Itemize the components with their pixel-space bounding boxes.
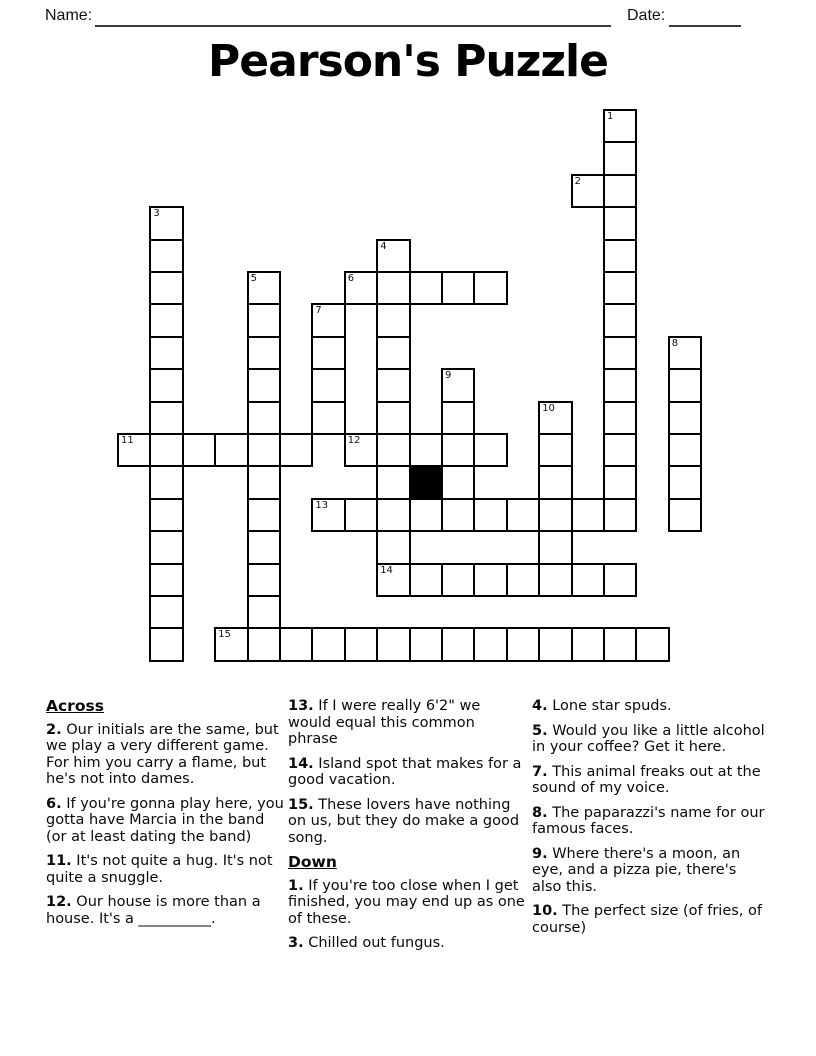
grid-cell[interactable] bbox=[409, 498, 443, 532]
grid-cell-6[interactable] bbox=[344, 271, 378, 305]
grid-cell[interactable] bbox=[376, 465, 410, 499]
grid-cell[interactable] bbox=[538, 498, 572, 532]
cell-number: 3 bbox=[153, 208, 160, 220]
cell-number: 2 bbox=[574, 175, 581, 187]
grid-cell[interactable] bbox=[376, 627, 410, 661]
grid-cell[interactable] bbox=[247, 595, 281, 629]
grid-cell[interactable] bbox=[506, 627, 540, 661]
grid-cell[interactable] bbox=[409, 563, 443, 597]
grid-cell[interactable] bbox=[149, 563, 183, 597]
grid-cell[interactable] bbox=[376, 401, 410, 435]
clue-8: 8. The paparazzi's name for our famous faces. bbox=[532, 804, 765, 838]
clue-number: 8. bbox=[532, 804, 548, 821]
clue-column-1 bbox=[46, 698, 288, 935]
cell-number: 4 bbox=[380, 240, 387, 252]
grid-cell[interactable] bbox=[603, 303, 637, 337]
puzzle-title: Pearson's Puzzle bbox=[208, 36, 608, 87]
grid-cell-15[interactable] bbox=[214, 627, 248, 661]
grid-cell-10[interactable] bbox=[538, 401, 572, 435]
grid-cell[interactable] bbox=[668, 401, 702, 435]
grid-cell[interactable] bbox=[149, 498, 183, 532]
clue-number: 6. bbox=[46, 795, 62, 812]
grid-cell[interactable] bbox=[668, 498, 702, 532]
grid-cell[interactable] bbox=[668, 433, 702, 467]
grid-cell-14[interactable] bbox=[376, 563, 410, 597]
grid-cell[interactable] bbox=[538, 563, 572, 597]
grid-cell[interactable] bbox=[247, 368, 281, 402]
grid-cell[interactable] bbox=[441, 401, 475, 435]
grid-cell-2[interactable] bbox=[571, 174, 605, 208]
blocked-cell bbox=[409, 465, 443, 499]
clue-7: 7. This animal freaks out at the sound of my voice. bbox=[532, 763, 761, 797]
grid-cell[interactable] bbox=[441, 498, 475, 532]
grid-cell[interactable] bbox=[441, 627, 475, 661]
grid-cell[interactable] bbox=[441, 465, 475, 499]
grid-cell[interactable] bbox=[149, 336, 183, 370]
grid-cell[interactable] bbox=[409, 271, 443, 305]
grid-cell-13[interactable] bbox=[311, 498, 345, 532]
clue-12: 12. Our house is more than a house. It's a __________. bbox=[46, 894, 261, 927]
date-blank-line bbox=[669, 7, 741, 27]
grid-cell[interactable] bbox=[473, 433, 507, 467]
cell-number: 7 bbox=[315, 305, 322, 317]
grid-cell[interactable] bbox=[668, 465, 702, 499]
clue-number: 12. bbox=[46, 894, 72, 911]
grid-cell[interactable] bbox=[149, 271, 183, 305]
grid-cell[interactable] bbox=[247, 530, 281, 564]
grid-cell[interactable] bbox=[376, 336, 410, 370]
grid-cell[interactable] bbox=[247, 433, 281, 467]
grid-cell[interactable] bbox=[668, 368, 702, 402]
grid-cell[interactable] bbox=[149, 433, 183, 467]
clue-number: 1. bbox=[288, 877, 304, 894]
cell-number: 13 bbox=[315, 499, 329, 511]
clue-section-header-across: Across bbox=[46, 697, 104, 715]
cell-number: 5 bbox=[250, 273, 257, 284]
clue-14: 14. Island spot that makes for a good vacation. bbox=[288, 755, 522, 789]
clue-number: 5. bbox=[532, 722, 548, 739]
grid-cell[interactable] bbox=[376, 303, 410, 337]
crossword-grid bbox=[118, 110, 702, 661]
grid-cell[interactable] bbox=[214, 433, 248, 467]
grid-cell[interactable] bbox=[603, 627, 637, 661]
grid-cell[interactable] bbox=[603, 401, 637, 435]
grid-cell[interactable] bbox=[473, 627, 507, 661]
cell-number: 9 bbox=[445, 370, 452, 382]
grid-cell[interactable] bbox=[311, 336, 345, 370]
grid-cell-12[interactable] bbox=[344, 433, 378, 467]
clue-number: 4. bbox=[532, 698, 548, 714]
cell-number: 6 bbox=[347, 273, 355, 284]
grid-cell[interactable] bbox=[376, 433, 410, 467]
date-label: Date: bbox=[627, 7, 666, 24]
clue-column-3 bbox=[532, 698, 768, 944]
grid-cell[interactable] bbox=[441, 271, 475, 305]
grid-cell[interactable] bbox=[409, 433, 443, 467]
grid-cell[interactable] bbox=[149, 303, 183, 337]
clue-number: 13. bbox=[288, 698, 314, 714]
grid-cell[interactable] bbox=[603, 498, 637, 532]
grid-cell-5[interactable] bbox=[247, 271, 281, 305]
grid-cell[interactable] bbox=[603, 433, 637, 467]
cell-number: 12 bbox=[347, 435, 361, 446]
clue-15: 15. These lovers have nothing on us, but they do make a good song. bbox=[288, 796, 520, 846]
clue-number: 14. bbox=[288, 755, 314, 772]
cell-number: 14 bbox=[380, 564, 393, 576]
cell-number: 15 bbox=[218, 629, 231, 641]
clue-number: 11. bbox=[46, 853, 72, 870]
grid-cell[interactable] bbox=[247, 401, 281, 435]
grid-cell[interactable] bbox=[247, 336, 281, 370]
grid-cell[interactable] bbox=[571, 563, 605, 597]
grid-cell-1[interactable] bbox=[603, 109, 637, 143]
grid-cell[interactable] bbox=[506, 563, 540, 597]
grid-cell[interactable] bbox=[603, 465, 637, 499]
grid-cell[interactable] bbox=[538, 433, 572, 467]
clue-number: 10. bbox=[532, 903, 558, 920]
grid-cell[interactable] bbox=[473, 498, 507, 532]
cell-number: 10 bbox=[542, 402, 555, 414]
grid-cell[interactable] bbox=[603, 141, 637, 175]
grid-cell[interactable] bbox=[149, 595, 183, 629]
grid-cell[interactable] bbox=[538, 530, 572, 564]
grid-cell[interactable] bbox=[635, 627, 669, 661]
grid-cell-7[interactable] bbox=[311, 303, 345, 337]
grid-cell-4[interactable] bbox=[376, 239, 410, 273]
clue-4: 4. Lone star spuds. bbox=[532, 698, 672, 714]
clue-number: 15. bbox=[288, 796, 314, 813]
grid-cell[interactable] bbox=[603, 174, 637, 208]
grid-cell[interactable] bbox=[247, 465, 281, 499]
grid-cell-3[interactable] bbox=[149, 206, 183, 240]
grid-cell[interactable] bbox=[376, 368, 410, 402]
clue-section-header-down: Down bbox=[288, 853, 337, 872]
clue-column-2 bbox=[288, 698, 526, 960]
grid-cell[interactable] bbox=[344, 498, 378, 532]
header-row bbox=[0, 4, 816, 32]
grid-cell[interactable] bbox=[247, 303, 281, 337]
grid-cell[interactable] bbox=[376, 271, 410, 305]
grid-cell[interactable] bbox=[247, 627, 281, 661]
name-label: Name: bbox=[45, 7, 93, 24]
grid-cell[interactable] bbox=[538, 465, 572, 499]
grid-cell[interactable] bbox=[149, 530, 183, 564]
grid-cell[interactable] bbox=[441, 433, 475, 467]
grid-cell[interactable] bbox=[247, 563, 281, 597]
grid-cell[interactable] bbox=[376, 530, 410, 564]
clue-11: 11. It's not quite a hug. It's not quite a snuggle. bbox=[46, 853, 273, 886]
clue-3: 3. Chilled out fungus. bbox=[288, 935, 445, 952]
grid-cell[interactable] bbox=[247, 498, 281, 532]
clue-9: 9. Where there's a moon, an eye, and a pizza pie, there's also this. bbox=[532, 845, 741, 895]
grid-cell[interactable] bbox=[441, 563, 475, 597]
grid-cell[interactable] bbox=[473, 271, 507, 305]
clue-number: 2. bbox=[46, 721, 62, 738]
clue-number: 9. bbox=[532, 845, 548, 862]
grid-cell[interactable] bbox=[376, 498, 410, 532]
clue-2: 2. Our initials are the same, but we play a very different game. For him you carry a flame, but he's not into dames. bbox=[46, 721, 279, 788]
grid-cell[interactable] bbox=[149, 465, 183, 499]
grid-cell[interactable] bbox=[603, 336, 637, 370]
clue-number: 3. bbox=[288, 935, 304, 952]
grid-cell-11[interactable] bbox=[117, 433, 151, 467]
grid-cell[interactable] bbox=[344, 627, 378, 661]
grid-cell[interactable] bbox=[538, 627, 572, 661]
cell-number: 11 bbox=[121, 435, 134, 446]
grid-cell[interactable] bbox=[182, 433, 216, 467]
grid-cell[interactable] bbox=[279, 433, 313, 467]
cell-number: 1 bbox=[607, 111, 614, 122]
grid-cell[interactable] bbox=[311, 627, 345, 661]
grid-cell[interactable] bbox=[603, 563, 637, 597]
grid-cell[interactable] bbox=[506, 498, 540, 532]
grid-cell[interactable] bbox=[279, 627, 313, 661]
grid-cell-8[interactable] bbox=[668, 336, 702, 370]
grid-cell[interactable] bbox=[149, 368, 183, 402]
cell-number: 8 bbox=[671, 337, 679, 349]
grid-cell[interactable] bbox=[603, 239, 637, 273]
grid-cell[interactable] bbox=[311, 368, 345, 402]
grid-cell[interactable] bbox=[603, 368, 637, 402]
name-blank-line bbox=[95, 7, 611, 27]
grid-cell-9[interactable] bbox=[441, 368, 475, 402]
clue-number: 7. bbox=[532, 763, 548, 780]
grid-cell[interactable] bbox=[311, 401, 345, 435]
grid-cell[interactable] bbox=[149, 627, 183, 661]
grid-cell[interactable] bbox=[571, 498, 605, 532]
grid-cell[interactable] bbox=[603, 206, 637, 240]
clue-13: 13. If I were really 6'2" we would equal this common phrase bbox=[288, 698, 481, 748]
clue-6: 6. If you're gonna play here, you gotta have Marcia in the band (or at least dating the band) bbox=[46, 795, 284, 845]
grid-cell[interactable] bbox=[603, 271, 637, 305]
clue-1: 1. If you're too close when I get finished, you may end up as one of these. bbox=[288, 877, 525, 927]
grid-cell[interactable] bbox=[149, 239, 183, 273]
grid-cell[interactable] bbox=[571, 627, 605, 661]
grid-cell[interactable] bbox=[473, 563, 507, 597]
clue-10: 10. The perfect size (of fries, of course) bbox=[532, 903, 762, 936]
clue-5: 5. Would you like a little alcohol in your coffee? Get it here. bbox=[532, 722, 765, 756]
grid-cell[interactable] bbox=[409, 627, 443, 661]
grid-cell[interactable] bbox=[149, 401, 183, 435]
